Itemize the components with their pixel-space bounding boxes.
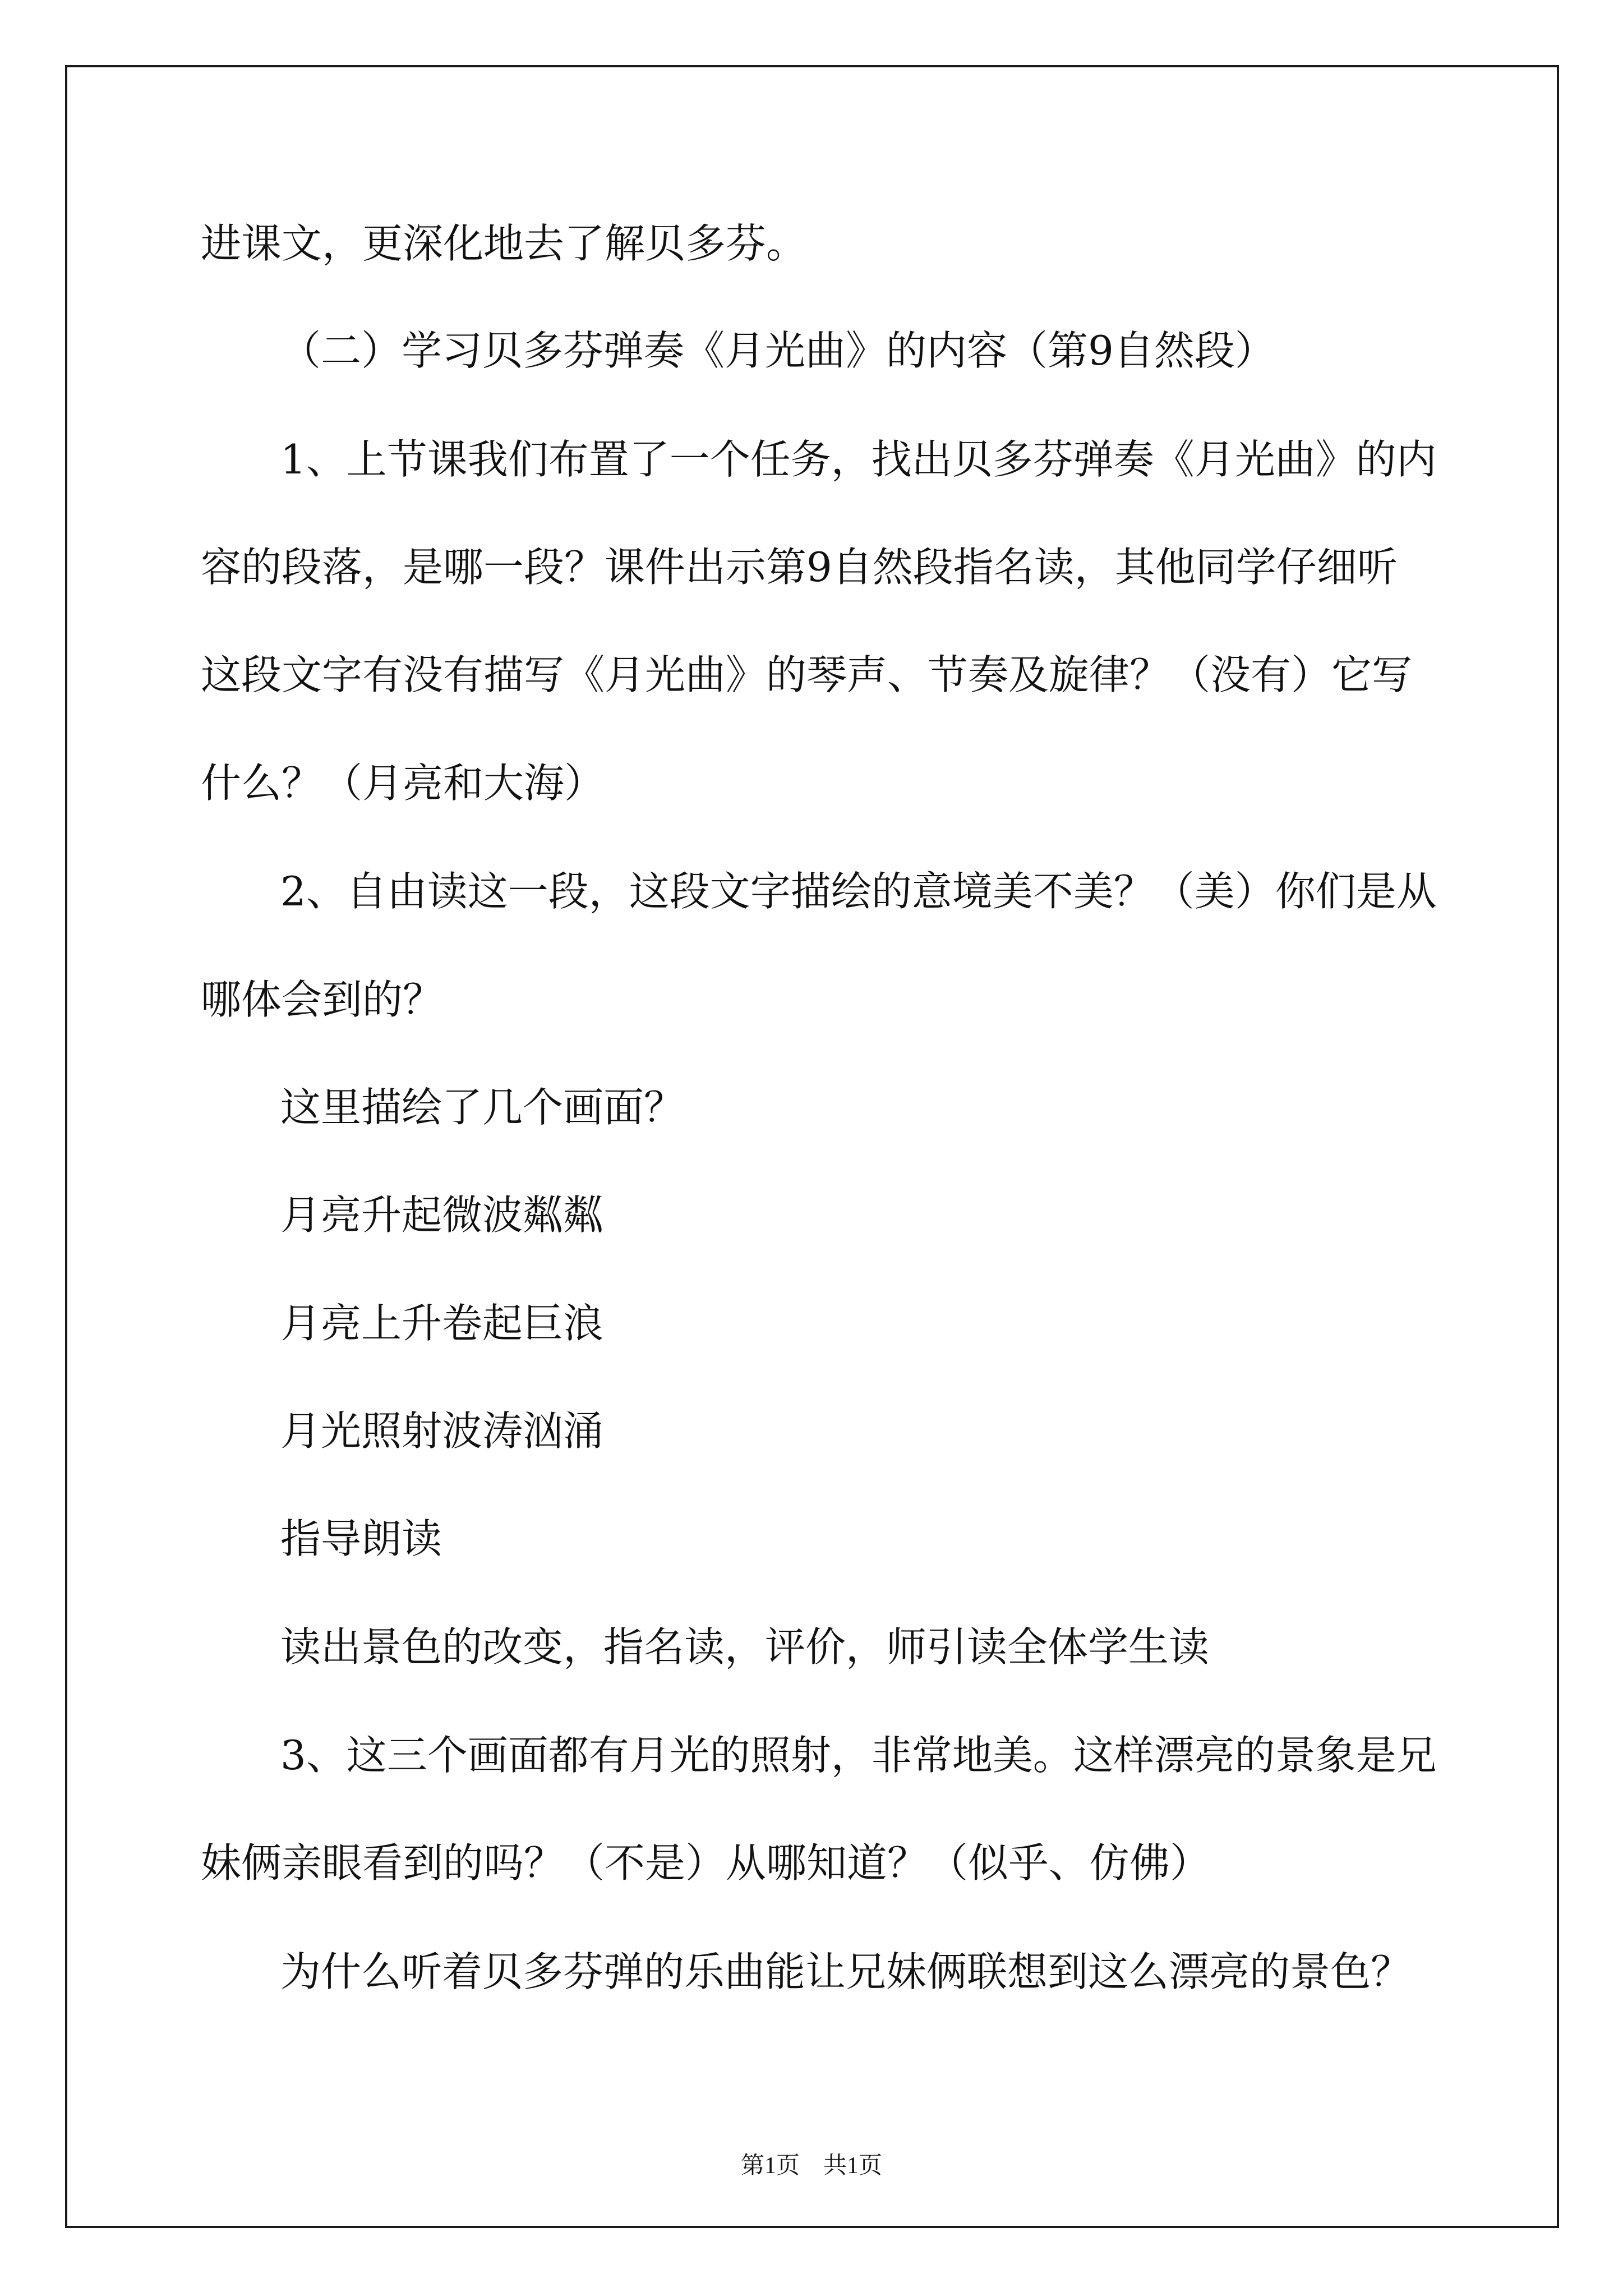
text-line: 哪体会到的？ xyxy=(201,976,444,1023)
text-line: 月亮上升卷起巨浪 xyxy=(280,1300,604,1347)
text-line: 容的段落，是哪一段？课件出示第9自然段指名读，其他同学仔细听 xyxy=(201,544,1398,591)
page-footer: 第1页 共1页 xyxy=(740,2153,882,2179)
text-line: 月光照射波涛汹涌 xyxy=(280,1407,604,1455)
page-border xyxy=(65,65,1559,2228)
text-line: 进课文，更深化地去了解贝多芬。 xyxy=(201,220,807,267)
text-line: 这里描绘了几个画面？ xyxy=(280,1084,685,1131)
text-line: 这段文字有没有描写《月光曲》的琴声、节奏及旋律？（没有）它写 xyxy=(201,651,1413,698)
text-line: 月亮升起微波粼粼 xyxy=(280,1191,604,1239)
text-line: 指导朗读 xyxy=(280,1515,442,1562)
section-heading: （二）学习贝多芬弹奏《月光曲》的内容（第9自然段） xyxy=(280,327,1275,374)
text-line: 1、上节课我们布置了一个任务，找出贝多芬弹奏《月光曲》的内 xyxy=(280,436,1437,483)
text-line: 2、自由读这一段，这段文字描绘的意境美不美？（美）你们是从 xyxy=(280,868,1437,915)
text-line: 读出景色的改变，指名读，评价，师引读全体学生读 xyxy=(280,1623,1210,1671)
text-line: 为什么听着贝多芬弹的乐曲能让兄妹俩联想到这么漂亮的景色？ xyxy=(280,1948,1412,1995)
text-line: 妹俩亲眼看到的吗？（不是）从哪知道？（似乎、仿佛） xyxy=(201,1839,1211,1887)
text-line: 3、这三个画面都有月光的照射，非常地美。这样漂亮的景象是兄 xyxy=(280,1732,1437,1779)
text-line: 什么？（月亮和大海） xyxy=(201,760,605,807)
